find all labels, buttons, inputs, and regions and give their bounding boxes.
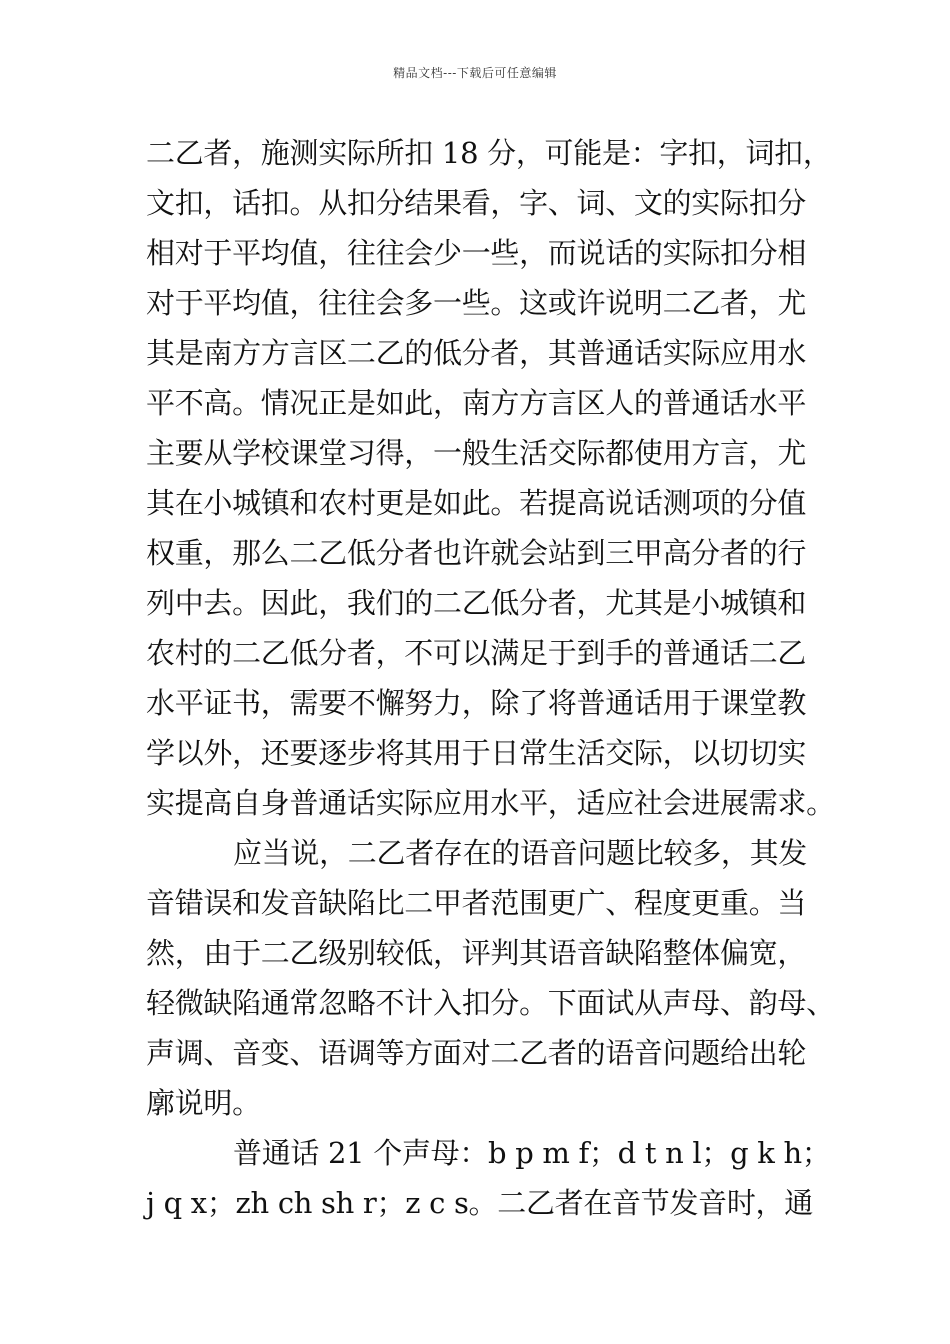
text-line: 实提高自身普通话实际应用水平，适应社会进展需求。 <box>146 786 835 820</box>
text-line: 权重，那么二乙低分者也许就会站到三甲高分者的行 <box>146 536 807 570</box>
paragraph-first-line: 普通话 21 个声母：b p m f；d t n l；g k h； <box>233 1136 831 1170</box>
paragraph-first-line: 应当说，二乙者存在的语音问题比较多，其发 <box>233 836 808 870</box>
text-line: 相对于平均值，往往会少一些，而说话的实际扣分相 <box>146 236 807 270</box>
text-line: 然，由于二乙级别较低，评判其语音缺陷整体偏宽， <box>146 936 807 970</box>
text-line: 声调、音变、语调等方面对二乙者的语音问题给出轮 <box>146 1036 807 1070</box>
text-line: 水平证书，需要不懈努力，除了将普通话用于课堂教 <box>146 686 807 720</box>
text-line: 其在小城镇和农村更是如此。若提高说话测项的分值 <box>146 486 807 520</box>
text-line: 廓说明。 <box>146 1086 261 1120</box>
text-line: 对于平均值，往往会多一些。这或许说明二乙者，尤 <box>146 286 807 320</box>
text-line: 列中去。因此，我们的二乙低分者，尤其是小城镇和 <box>146 586 807 620</box>
text-line: 主要从学校课堂习得，一般生活交际都使用方言，尤 <box>146 436 807 470</box>
text-line: 农村的二乙低分者，不可以满足于到手的普通话二乙 <box>146 636 807 670</box>
text-line: 文扣，话扣。从扣分结果看，字、词、文的实际扣分 <box>146 186 807 220</box>
text-line: 其是南方方言区二乙的低分者，其普通话实际应用水 <box>146 336 807 370</box>
document-body <box>146 128 835 1228</box>
text-line: 音错误和发音缺陷比二甲者范围更广、程度更重。当 <box>146 886 807 920</box>
text-line: 轻微缺陷通常忽略不计入扣分。下面试从声母、韵母、 <box>146 986 835 1020</box>
text-line: 学以外，还要逐步将其用于日常生活交际，以切切实 <box>146 736 807 770</box>
text-line: 二乙者，施测实际所扣 18 分，可能是：字扣，词扣， <box>146 136 832 170</box>
page-header: 精品文档---下载后可任意编辑 <box>393 66 557 80</box>
text-line: 平不高。情况正是如此，南方方言区人的普通话水平 <box>146 386 807 420</box>
text-line: j q x；zh ch sh r；z c s。二乙者在音节发音时，通 <box>146 1186 813 1220</box>
